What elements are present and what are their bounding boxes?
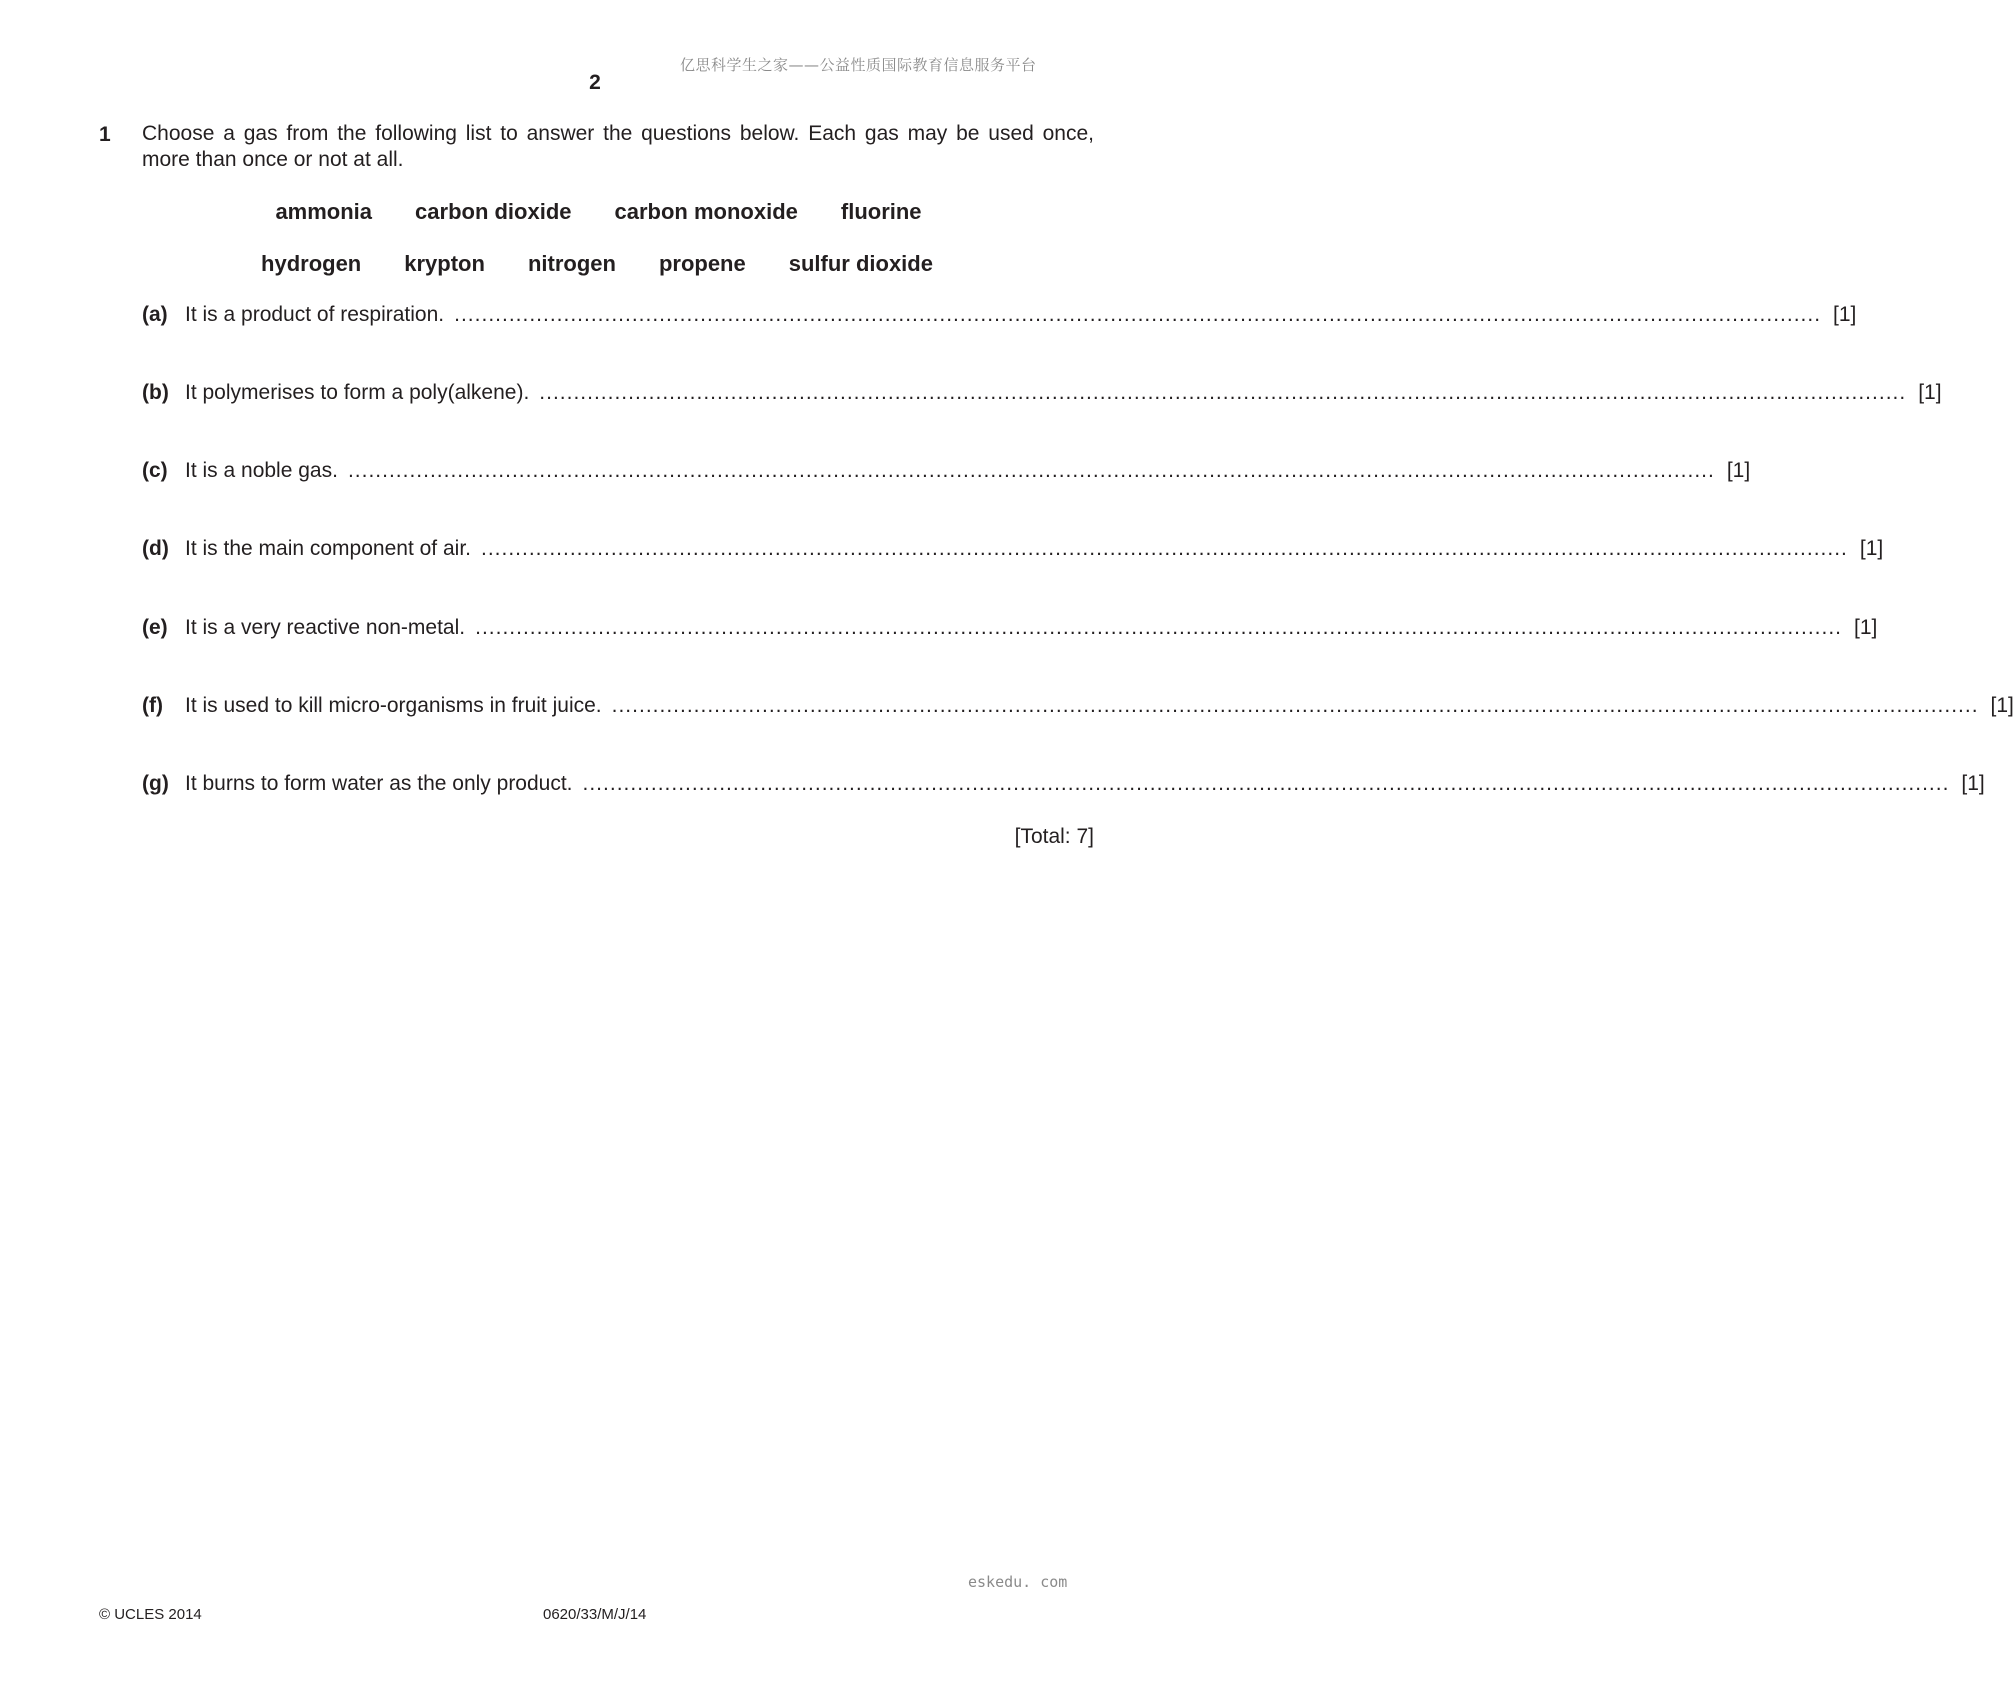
- part-marks: [1]: [1961, 772, 1985, 795]
- total-marks: [Total: 7]: [1014, 825, 1094, 848]
- answer-line[interactable]: ........................................................................................................................................................................................................: [347, 459, 1715, 482]
- part-label: (b): [142, 381, 169, 404]
- part-marks: [1]: [1990, 694, 2014, 717]
- part-marks: [1]: [1859, 537, 1884, 560]
- gas-item: fluorine: [840, 199, 922, 224]
- answer-line[interactable]: ........................................................................................................................................................................................................: [475, 616, 1843, 639]
- gas-list-row-1: [0, 199, 1190, 225]
- part-text: It is used to kill micro-organisms in fruit juice.: [185, 694, 602, 717]
- part-text: It is a product of respiration.: [185, 303, 445, 326]
- gas-item: carbon monoxide: [614, 199, 798, 224]
- part-label: (c): [142, 459, 168, 482]
- answer-line[interactable]: ........................................................................................................................................................................................................: [539, 381, 1907, 404]
- question-part-a: [142, 303, 1857, 331]
- part-text: It polymerises to form a poly(alkene).: [185, 381, 530, 404]
- gas-item: carbon dioxide: [415, 199, 572, 224]
- copyright: © UCLES 2014: [99, 1606, 202, 1623]
- part-label: (a): [142, 303, 168, 326]
- gas-list-row-2: [0, 251, 1190, 277]
- question-number: 1: [99, 123, 111, 146]
- part-marks: [1]: [1726, 459, 1751, 482]
- gas-item: ammonia: [275, 199, 373, 224]
- part-label: (e): [142, 616, 168, 639]
- question-part-e: [142, 616, 1878, 644]
- gas-item: sulfur dioxide: [788, 251, 933, 276]
- header-watermark: 亿思科学生之家——公益性质国际教育信息服务平台: [680, 56, 1037, 74]
- answer-line[interactable]: ........................................................................................................................................................................................................: [582, 772, 1950, 795]
- part-text: It burns to form water as the only product.: [185, 772, 573, 795]
- question-part-f: [142, 694, 2014, 722]
- gas-item: hydrogen: [261, 251, 362, 276]
- page-number: 2: [589, 71, 601, 94]
- question-part-c: [142, 459, 1751, 487]
- question-part-b: [142, 381, 1942, 409]
- paper-code: 0620/33/M/J/14: [543, 1606, 647, 1623]
- part-label: (f): [142, 694, 163, 717]
- part-text: It is a noble gas.: [185, 459, 338, 482]
- answer-line[interactable]: ........................................................................................................................................................................................................: [454, 303, 1822, 326]
- gas-item: nitrogen: [527, 251, 616, 276]
- question-part-g: [142, 772, 1985, 800]
- part-text: It is the main component of air.: [185, 537, 471, 560]
- question-part-d: [142, 537, 1884, 565]
- part-marks: [1]: [1854, 616, 1878, 639]
- part-marks: [1]: [1918, 381, 1942, 404]
- answer-line[interactable]: ........................................................................................................................................................................................................: [611, 694, 1979, 717]
- gas-item: propene: [658, 251, 746, 276]
- gas-item: krypton: [404, 251, 485, 276]
- answer-line[interactable]: ........................................................................................................................................................................................................: [480, 537, 1848, 560]
- part-marks: [1]: [1833, 303, 1857, 326]
- footer-watermark: eskedu. com: [968, 1573, 1068, 1591]
- question-intro: Choose a gas from the following list to answer the questions below. Each gas may be used once, more than once or not at all.: [142, 122, 1094, 171]
- part-label: (d): [142, 537, 169, 560]
- part-text: It is a very reactive non-metal.: [185, 616, 466, 639]
- part-label: (g): [142, 772, 169, 795]
